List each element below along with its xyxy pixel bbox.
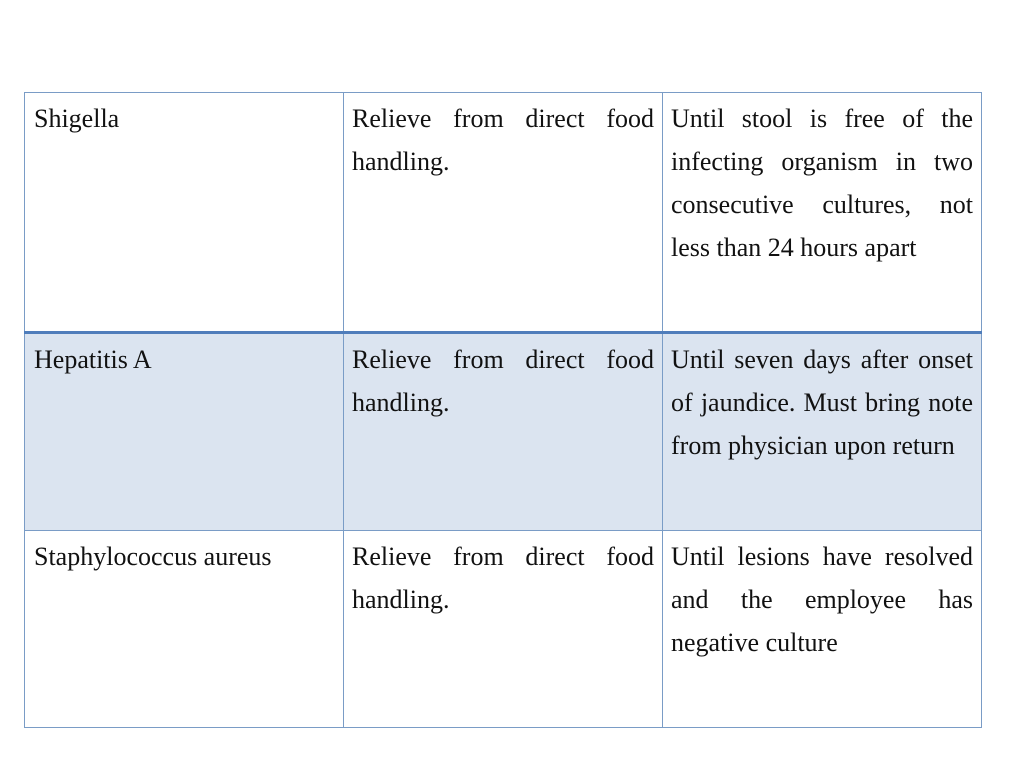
action-cell: Relieve from direct food handling. <box>344 531 663 728</box>
table-row <box>25 333 982 531</box>
duration-cell: Until seven days after onset of jaundice. Must bring note from physician upon return <box>663 333 982 531</box>
organism-cell: Hepatitis A <box>25 333 344 531</box>
action-cell: Relieve from direct food handling. <box>344 333 663 531</box>
duration-cell: Until stool is free of the infecting organism in two consecutive cultures, not less than 24 hours apart <box>663 93 982 333</box>
table-row <box>25 531 982 728</box>
organism-cell: Staphylococcus aureus <box>25 531 344 728</box>
table-row <box>25 93 982 333</box>
action-cell: Relieve from direct food handling. <box>344 93 663 333</box>
document-table-container <box>24 92 981 728</box>
exclusion-table <box>24 92 982 728</box>
duration-cell: Until lesions have resolved and the employee has negative culture <box>663 531 982 728</box>
organism-cell: Shigella <box>25 93 344 333</box>
